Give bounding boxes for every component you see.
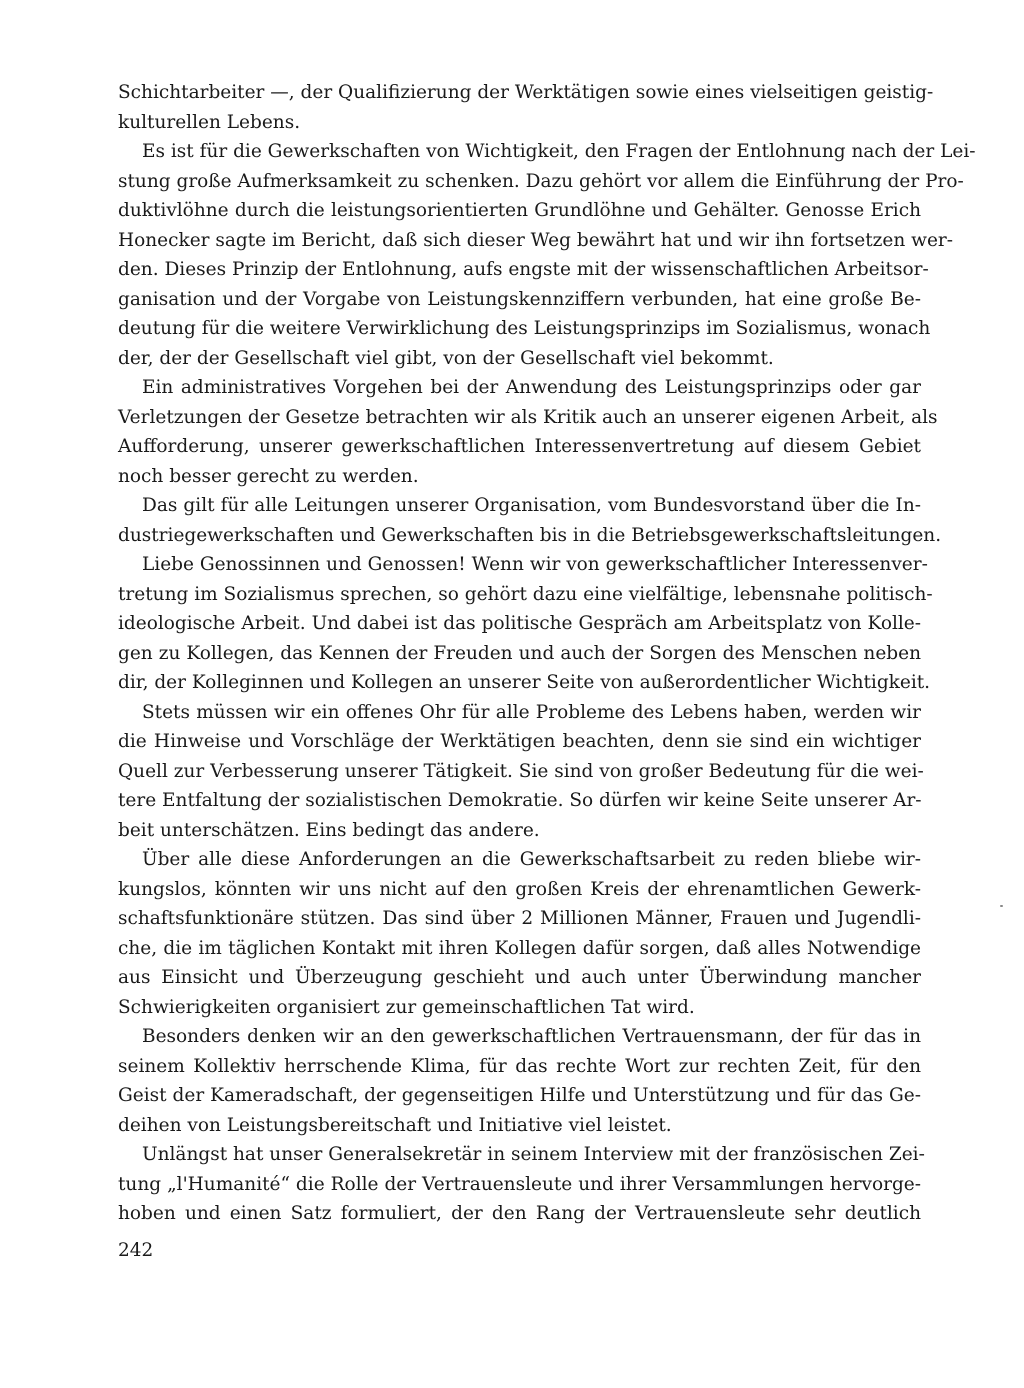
text-line: dustriegewerkschaften und Gewerkschaften bis in die Betriebsgewerkschaftsleitungen. bbox=[118, 524, 942, 546]
text-line: ideologische Arbeit. Und dabei ist das politische Gespräch am Arbeitsplatz von Kolle- bbox=[118, 613, 921, 634]
page-number: 242 bbox=[118, 1240, 154, 1261]
text-line: beit unterschätzen. Eins bedingt das andere. bbox=[118, 819, 540, 841]
text-line: tere Entfaltung der sozialistischen Demokratie. So dürfen wir keine Seite unserer Ar- bbox=[118, 790, 922, 811]
text-line: Besonders denken wir an den gewerkschaftlichen Vertrauensmann, der für das in bbox=[142, 1026, 921, 1047]
text-line: hoben und einen Satz formuliert, der den Rang der Vertrauensleute sehr deutlich bbox=[118, 1203, 921, 1224]
text-line: der, der der Gesellschaft viel gibt, von der Gesellschaft viel bekommt. bbox=[118, 347, 774, 369]
text-line: tretung im Sozialismus sprechen, so gehört dazu eine vielfältige, lebensnahe politisch- bbox=[118, 583, 933, 605]
scan-speck bbox=[1000, 905, 1003, 907]
text-line: den. Dieses Prinzip der Entlohnung, aufs engste mit der wissenschaftlichen Arbeitsor- bbox=[118, 259, 929, 280]
text-line: gen zu Kollegen, das Kennen der Freuden und auch der Sorgen des Menschen neben bbox=[118, 642, 921, 664]
text-line: Ein administratives Vorgehen bei der Anwendung des Leistungsprinzips oder gar bbox=[142, 377, 921, 398]
text-line: Geist der Kameradschaft, der gegenseitigen Hilfe und Unterstützung und für das Ge- bbox=[118, 1085, 921, 1106]
text-line: Unlängst hat unser Generalsekretär in seinem Interview mit der französischen Zei- bbox=[142, 1144, 925, 1165]
text-line: Schwierigkeiten organisiert zur gemeinschaftlichen Tat wird. bbox=[118, 996, 695, 1018]
body-text bbox=[118, 78, 976, 1229]
text-line: Stets müssen wir ein offenes Ohr für alle Probleme des Lebens haben, werden wir bbox=[142, 701, 921, 723]
text-line: Liebe Genossinnen und Genossen! Wenn wir von gewerkschaftlicher Interessenver- bbox=[142, 554, 928, 575]
text-line: duktivlöhne durch die leistungsorientierten Grundlöhne und Gehälter. Genosse Erich bbox=[118, 200, 921, 221]
text-line: Aufforderung, unserer gewerkschaftlichen Interessenvertretung auf diesem Gebiet bbox=[118, 436, 921, 457]
text-line: deihen von Leistungsbereitschaft und Initiative viel leistet. bbox=[118, 1114, 672, 1136]
text-line: che, die im täglichen Kontakt mit ihren Kollegen dafür sorgen, daß alles Notwendige bbox=[118, 937, 921, 959]
text-line: ganisation und der Vorgabe von Leistungskennziffern verbunden, hat eine große Be- bbox=[118, 288, 921, 310]
text-line: seinem Kollektiv herrschende Klima, für das rechte Wort zur rechten Zeit, für den bbox=[118, 1055, 921, 1077]
text-line: aus Einsicht und Überzeugung geschieht und auch unter Überwindung mancher bbox=[118, 967, 921, 988]
text-line: Honecker sagte im Bericht, daß sich dieser Weg bewährt hat und wir ihn fortsetzen wer- bbox=[118, 229, 954, 251]
text-line: dir, der Kolleginnen und Kollegen an unserer Seite von außerordentlicher Wichtigkeit. bbox=[118, 672, 931, 693]
text-line: Es ist für die Gewerkschaften von Wichtigkeit, den Fragen der Entlohnung nach der Lei- bbox=[142, 141, 976, 162]
text-line: tung „l'Humanité“ die Rolle der Vertrauensleute und ihrer Versammlungen hervorge- bbox=[118, 1173, 921, 1195]
text-line: kungslos, könnten wir uns nicht auf den großen Kreis der ehrenamtlichen Gewerk- bbox=[118, 878, 921, 900]
text-line: deutung für die weitere Verwirklichung des Leistungsprinzips im Sozialismus, wonach bbox=[118, 318, 931, 339]
text-line: Über alle diese Anforderungen an die Gewerkschaftsarbeit zu reden bliebe wir- bbox=[142, 849, 921, 870]
text-line: Das gilt für alle Leitungen unserer Organisation, vom Bundesvorstand über die In- bbox=[142, 495, 921, 516]
text-line: noch besser gerecht zu werden. bbox=[118, 465, 419, 487]
text-line: stung große Aufmerksamkeit zu schenken. Dazu gehört vor allem die Einführung der Pro- bbox=[118, 170, 964, 192]
text-line: schaftsfunktionäre stützen. Das sind über 2 Millionen Männer, Frauen und Jugendli- bbox=[118, 908, 921, 929]
text-line: Schichtarbeiter —, der Qualifizierung der Werktätigen sowie eines vielseitigen geistig- bbox=[118, 82, 934, 103]
text-line: die Hinweise und Vorschläge der Werktätigen beachten, denn sie sind ein wichtiger bbox=[118, 731, 921, 752]
text-line: Quell zur Verbesserung unserer Tätigkeit. Sie sind von großer Bedeutung für die wei- bbox=[118, 760, 924, 782]
text-line: Verletzungen der Gesetze betrachten wir als Kritik auch an unserer eigenen Arbeit, als bbox=[118, 406, 938, 428]
text-line: kulturellen Lebens. bbox=[118, 111, 301, 133]
